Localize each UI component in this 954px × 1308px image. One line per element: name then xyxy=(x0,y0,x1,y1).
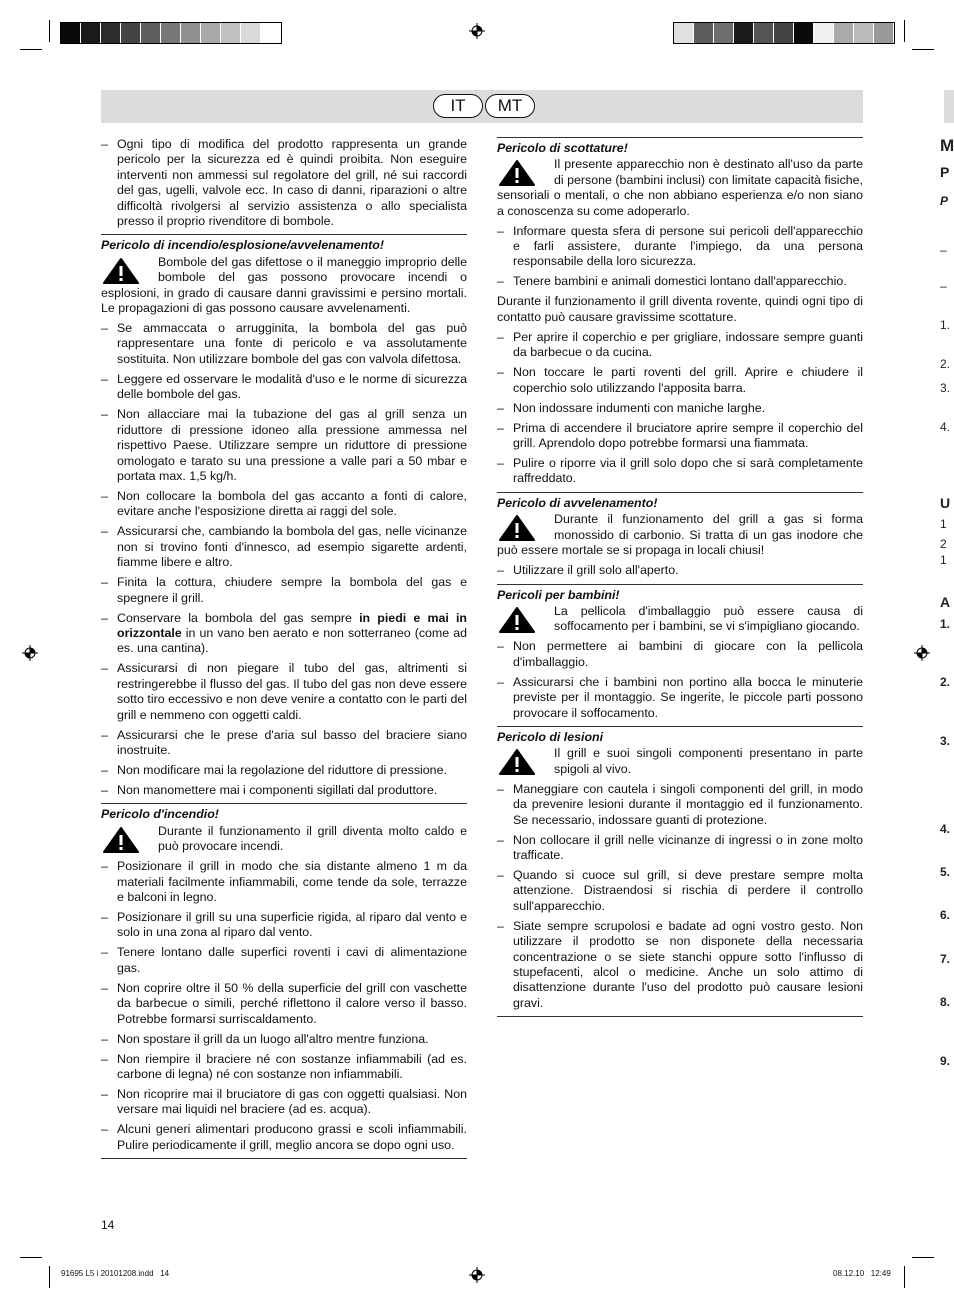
edge-glyph: 3. xyxy=(940,734,951,748)
list-item: – Tenere lontano dalle superfici roventi i cavi di alimentazione gas. xyxy=(101,945,467,976)
color-swatch xyxy=(694,23,714,43)
edge-glyph: 4. xyxy=(940,420,951,434)
warning-icon xyxy=(497,159,537,187)
crop-mark xyxy=(49,20,50,42)
color-swatch xyxy=(834,23,854,43)
crop-mark xyxy=(904,20,905,42)
section-children xyxy=(497,584,863,721)
list-item: – Alcuni generi alimentari producono grassi e scoli infiammabili. Pulire periodicamente il grill, meglio ancora se dopo ogni uso. xyxy=(101,1122,467,1153)
list-item: – Per aprire il coperchio e per grigliare, indossare sempre guanti da barbecue o da cucina. xyxy=(497,330,863,361)
list-item: – Non coprire oltre il 50 % della superficie del grill con vaschette da barbecue o simili, perché riflettono il calore verso il basso. Potrebbe formarsi surriscaldamento. xyxy=(101,981,467,1027)
warning-icon xyxy=(101,826,141,854)
warning-icon xyxy=(101,257,141,285)
color-swatch xyxy=(201,23,221,43)
edge-glyph: P xyxy=(940,194,949,208)
list-item: – Non modificare mai la regolazione del riduttore di pressione. xyxy=(101,763,467,778)
edge-glyph: 6. xyxy=(940,908,951,922)
section-injury xyxy=(497,726,863,1011)
color-swatch xyxy=(674,23,694,43)
list-item: – Utilizzare il grill solo all'aperto. xyxy=(497,563,863,578)
list-item: – Non manomettere mai i componenti sigillati dal produttore. xyxy=(101,783,467,798)
edge-glyph: 5. xyxy=(940,865,951,879)
warning-icon xyxy=(497,748,537,776)
edge-glyph: 1 xyxy=(940,553,947,567)
list-item: – Leggere ed osservare le modalità d'uso e le norme di sicurezza delle bombole del gas. xyxy=(101,372,467,403)
edge-glyph: – xyxy=(940,243,947,257)
section-intro: Il grill e suoi singoli componenti presentano in parte spigoli al vivo. xyxy=(554,746,863,776)
crop-mark xyxy=(912,1257,934,1258)
section-intro: Il presente apparecchio non è destinato all'uso da parte di persone (bambini inclusi) con limitate capacità fisiche, sensoriali o mentali, o che non abbiano esperienza e/o non siano a conoscenza su come adoperarlo. xyxy=(497,157,863,218)
list-item: – Posizionare il grill su una superficie rigida, al riparo dal vento e solo in una zona al riparo dal vento. xyxy=(101,910,467,941)
section-intro: Durante il funzionamento del grill a gas si forma monossido di carbonio. Si tratta di un gas inodore che può essere mortale se si propaga in locali chiusi! xyxy=(497,512,863,558)
color-swatch xyxy=(874,23,894,43)
registration-mark-icon xyxy=(469,1267,485,1283)
section-title: Pericolo di lesioni xyxy=(497,729,604,744)
color-swatch xyxy=(734,23,754,43)
edge-glyph: M xyxy=(940,136,954,155)
crop-mark xyxy=(904,1266,905,1288)
list-item: – Tenere bambini e animali domestici lontano dall'apparecchio. xyxy=(497,274,863,289)
list-item: – Ogni tipo di modifica del prodotto rappresenta un grande pericolo per la sicurezza ed è quindi proibita. Non eseguire interventi non ammessi sul regolatore del grill, né sui raccordi del gas, ugelli, valvole ecc. In caso di danni, riparazioni o altre difficoltà rivolgersi al servizio assistenza o allo specialista presso il proprio rivenditore di bombole. xyxy=(101,137,467,229)
section-end-rule xyxy=(497,1016,863,1017)
list-item: – Assicurarsi che i bambini non portino alla bocca le minuterie previste per il montaggio. Se ingerite, le piccole parti possono provocare il soffocamento. xyxy=(497,675,863,721)
list-item: – Finita la cottura, chiudere sempre la bombola del gas e spegnere il grill. xyxy=(101,575,467,606)
color-swatch xyxy=(714,23,734,43)
list-item: – Pulire o riporre via il grill solo dopo che si sarà completamente raffreddato. xyxy=(497,456,863,487)
list-item: – Non toccare le parti roventi del grill. Aprire e chiudere il coperchio solo utilizzando l'apposita barra. xyxy=(497,365,863,396)
color-swatch xyxy=(101,23,121,43)
color-swatch xyxy=(754,23,774,43)
edge-glyph: 1. xyxy=(940,318,951,332)
color-swatch xyxy=(774,23,794,43)
color-swatch xyxy=(121,23,141,43)
crop-mark xyxy=(912,49,934,50)
edge-glyph: 9. xyxy=(940,1054,951,1068)
edge-glyph: 7. xyxy=(940,952,951,966)
registration-mark-icon xyxy=(22,645,38,661)
list-item: – Posizionare il grill in modo che sia distante almeno 1 m da materiali facilmente infiammabili, come tende da sole, terrazze e balconi in legno. xyxy=(101,859,467,905)
footer-file-info: 91695 L5 i 20101208.indd 14 xyxy=(61,1269,170,1278)
list-item: – Assicurarsi che, cambiando la bombola del gas, nelle vicinanze non si trovino fonti d'innesco, ad esempio sigarette ardenti, fiamme libere e altro. xyxy=(101,524,467,570)
color-swatch xyxy=(161,23,181,43)
color-bar-left xyxy=(60,22,282,44)
edge-glyph: 2. xyxy=(940,357,951,371)
edge-glyph: 8. xyxy=(940,995,951,1009)
left-column xyxy=(101,137,467,1159)
section-burns xyxy=(497,137,863,487)
list-item: – Se ammaccata o arrugginita, la bombola del gas può rappresentare una fonte di pericolo e va assolutamente sostituita. Non utilizzare bombole del gas con valvola difettosa. xyxy=(101,321,467,367)
list-item: – Non collocare la bombola del gas accanto a fonti di calore, evitare anche l'esposizione diretta ai raggi del sole. xyxy=(101,489,467,520)
section-intro: Bombole del gas difettose o il maneggio improprio delle bombole del gas possono provocare incendi o esplosioni, in grado di causare danni gravissimi e persino mortali. Le propagazioni di gas possono causare avvelenamenti. xyxy=(101,254,467,316)
color-swatch xyxy=(794,23,814,43)
section-poisoning xyxy=(497,492,863,579)
section-fire xyxy=(101,803,467,1153)
edge-glyph: – xyxy=(940,279,947,293)
color-bar-right xyxy=(673,22,895,44)
list-item: – Maneggiare con cautela i singoli componenti del grill, in modo da prevenire lesioni durante il montaggio ed il funzionamento. Se necessario, indossare guanti di protezione. xyxy=(497,782,863,828)
section-title: Pericolo di avvelenamento! xyxy=(497,495,658,510)
list-item: – Informare questa sfera di persone sui pericoli dell'apparecchio e farli assistere, durante l'impiego, da una persona responsabile della loro sicurezza. xyxy=(497,224,863,270)
section-fire-explosion-poisoning xyxy=(101,234,467,798)
crop-mark xyxy=(20,1257,42,1258)
section-title: Pericolo d'incendio! xyxy=(101,807,219,822)
section-intro: La pellicola d'imballaggio può essere causa di soffocamento per i bambini, se vi s'impigliano giocando. xyxy=(554,603,863,634)
list-item: – Non allacciare mai la tubazione del gas al grill senza un riduttore di pressione idoneo alla pressione ammessa nel rispettivo Paese. Utilizzare sempre un riduttore di pressione omologato e tarato su una pressione a valle pari a 50 mbar e portata max. 1,5 kg/h. xyxy=(101,407,467,484)
edge-glyph: 1 xyxy=(940,517,947,531)
section-title: Pericolo di incendio/esplosione/avvelenamento! xyxy=(101,238,384,253)
list-item: – Assicurarsi che le prese d'aria sul basso del braciere siano inostruite. xyxy=(101,728,467,759)
color-swatch xyxy=(814,23,834,43)
page-number: 14 xyxy=(101,1218,115,1232)
list-item: – Siate sempre scrupolosi e badate ad ogni vostro gesto. Non utilizzare il prodotto se non disponete della necessaria concentrazione o se siete stanchi oppure sotto l'influsso di stupefacenti, alcol o medicine. Anche un solo attimo di disattenzione durante l'uso del prodotto può causare lesioni gravi. xyxy=(497,919,863,1011)
lang-pill-it: IT xyxy=(433,94,483,118)
paragraph: Durante il funzionamento il grill diventa rovente, quindi ogni tipo di contatto può causare gravissime scottature. xyxy=(497,294,863,324)
crop-mark xyxy=(49,1266,50,1288)
section-title: Pericolo di scottature! xyxy=(497,141,628,155)
color-swatch xyxy=(854,23,874,43)
list-item: – Assicurarsi di non piegare il tubo del gas, altrimenti si restringerebbe il flusso del gas. Il tubo del gas non deve essere sotto tiro eccessivo e non deve venire a contatto con le parti del grill e nemmeno con oggetti caldi. xyxy=(101,661,467,723)
registration-mark-icon xyxy=(914,645,930,661)
list-item: – Conservare la bombola del gas sempre in piedi e mai in orizzontale in un vano ben aerato e non sotterraneo (come ad es. una cantina). xyxy=(101,611,467,657)
warning-icon xyxy=(497,606,537,634)
edge-glyph: 2 xyxy=(940,537,947,551)
edge-glyph: P xyxy=(940,164,950,180)
color-swatch xyxy=(141,23,161,43)
color-swatch xyxy=(261,23,281,43)
list-item: – Prima di accendere il bruciatore aprire sempre il coperchio del grill. Aprendolo dopo potrebbe formarsi una fiammata. xyxy=(497,421,863,452)
color-swatch xyxy=(61,23,81,43)
list-item: – Non permettere ai bambini di giocare con la pellicola d'imballaggio. xyxy=(497,639,863,670)
right-column xyxy=(497,137,863,1017)
color-swatch xyxy=(181,23,201,43)
warning-icon xyxy=(497,514,537,542)
color-swatch xyxy=(221,23,241,43)
list-item: – Non collocare il grill nelle vicinanze di ingressi o in zone molto trafficate. xyxy=(497,833,863,864)
edge-glyph: U xyxy=(940,495,951,511)
edge-glyph: A xyxy=(940,594,951,610)
edge-glyph: 4. xyxy=(940,822,951,836)
lang-pill-mt: MT xyxy=(485,94,535,118)
section-title: Pericoli per bambini! xyxy=(497,587,620,602)
edge-glyph: 3. xyxy=(940,381,951,395)
list-item: – Quando si cuoce sul grill, si deve prestare sempre molta attenzione. Distraendosi si rischia di perdere il controllo sull'apparecchio. xyxy=(497,868,863,914)
color-swatch xyxy=(81,23,101,43)
section-end-rule xyxy=(101,1158,467,1159)
edge-glyph: 1. xyxy=(940,617,951,631)
next-page-bar-edge xyxy=(944,90,954,123)
language-header-bar xyxy=(101,90,863,123)
list-item: – Non indossare indumenti con maniche larghe. xyxy=(497,401,863,416)
list-item: – Non ricoprire mai il bruciatore di gas con oggetti qualsiasi. Non versare mai liquidi nel braciere (ad es. acqua). xyxy=(101,1087,467,1118)
list-item: – Non riempire il braciere né con sostanze infiammabili (ad es. carbone di legna) né con sostanze non infiammabili. xyxy=(101,1052,467,1083)
edge-glyph: 2. xyxy=(940,675,951,689)
footer-date-time: 08.12.10 12:49 xyxy=(833,1269,891,1278)
color-swatch xyxy=(241,23,261,43)
list-item: – Non spostare il grill da un luogo all'altro mentre funziona. xyxy=(101,1032,467,1047)
registration-mark-icon xyxy=(469,23,485,39)
section-intro: Durante il funzionamento il grill diventa molto caldo e può provocare incendi. xyxy=(158,823,467,854)
crop-mark xyxy=(20,49,42,50)
